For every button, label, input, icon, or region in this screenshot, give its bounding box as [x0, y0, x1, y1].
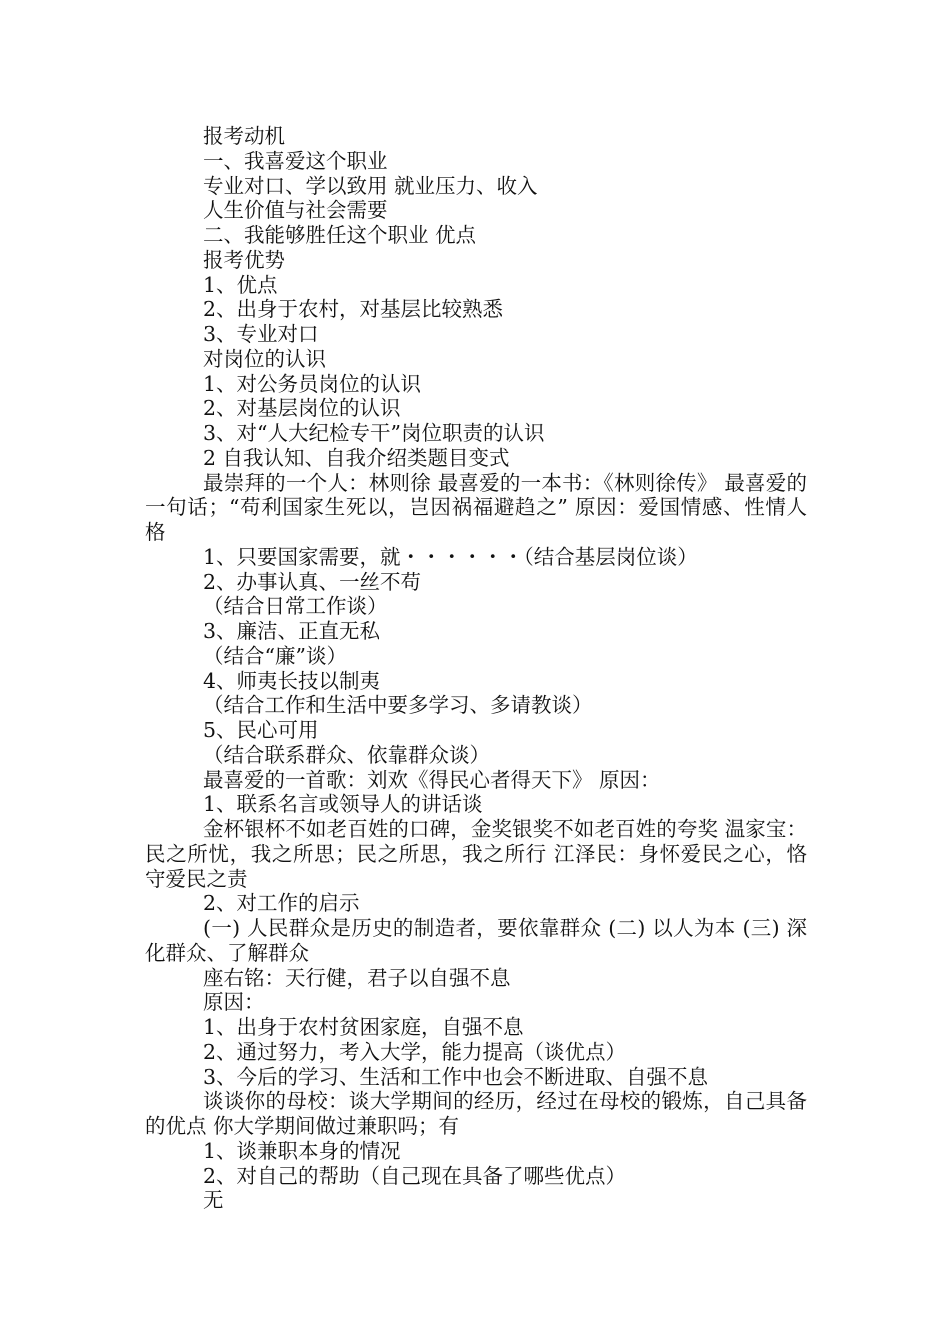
list-item: 2、出身于农村，对基层比较熟悉	[203, 297, 504, 322]
heading-position: 对岗位的认识	[203, 346, 326, 371]
paragraph: 无	[203, 1188, 224, 1213]
paragraph-favorite-song: 最喜爱的一首歌：刘欢《得民心者得天下》 原因：	[203, 767, 661, 792]
list-item: 1、联系名言或领导人的讲话谈	[203, 792, 483, 817]
list-note: （结合“廉”谈）	[203, 643, 347, 668]
list-note: （结合日常工作谈）	[203, 594, 388, 619]
list-item: 3、专业对口	[203, 322, 319, 346]
heading-self-cognition: 2 自我认知、自我介绍类题目变式	[203, 445, 510, 470]
list-item: 1、谈兼职本身的情况	[203, 1138, 401, 1163]
paragraph-alma-mater: 谈谈你的母校：谈大学期间的经历，经过在母校的锻炼，自己具备的优点 你大学期间做过兼职吗；有	[145, 1089, 807, 1138]
paragraph: 专业对口、学以致用 就业压力、收入	[203, 173, 538, 198]
list-item: 2、办事认真、一丝不苟	[203, 569, 422, 594]
list-item: 3、今后的学习、生活和工作中也会不断进取、自强不息	[203, 1064, 709, 1089]
section-love-job: 一、我喜爱这个职业	[203, 148, 388, 173]
list-item: 3、对“人大纪检专干”岗位职责的认识	[203, 421, 545, 445]
list-item: 3、廉洁、正直无私	[203, 619, 381, 643]
heading-advantages: 报考优势	[203, 247, 285, 272]
paragraph-quotes: 金杯银杯不如老百姓的口碑，金奖银奖不如老百姓的夸奖 温家宝：民之所忧，我之所思；民之所思，我之所行 江泽民：身怀爱民之心，恪守爱民之责	[145, 817, 807, 891]
list-item: 1、优点	[203, 272, 278, 297]
list-item: 1、出身于农村贫困家庭，自强不息	[203, 1015, 524, 1039]
list-item: 1、对公务员岗位的认识	[203, 371, 422, 396]
heading-motivation: 报考动机	[203, 124, 285, 148]
document-body	[145, 124, 807, 1213]
list-note: （结合工作和生活中要多学习、多请教谈）	[203, 693, 593, 718]
list-item: 2、通过努力，考入大学，能力提高（谈优点）	[203, 1039, 627, 1064]
list-item: 2、对工作的启示	[203, 891, 360, 916]
paragraph-admired-person: 最崇拜的一个人：林则徐 最喜爱的一本书：《林则徐传》 最喜爱的一句话；“苟利国家生死以，岂因祸福避趋之” 原因：爱国情感、性情人格	[145, 470, 807, 544]
paragraph-enlightenment: (一) 人民群众是历史的制造者，要依靠群众 (二) 以人为本 (三) 深化群众、了解群众	[145, 916, 807, 965]
paragraph: 原因：	[203, 990, 265, 1015]
list-item: 4、师夷长技以制夷	[203, 668, 381, 693]
list-item: 2、对自己的帮助（自己现在具备了哪些优点）	[203, 1163, 627, 1188]
paragraph: 人生价值与社会需要	[203, 198, 388, 223]
list-item: 1、只要国家需要，就・・・・・・（结合基层岗位谈）	[203, 544, 698, 569]
list-note: （结合联系群众、依靠群众谈）	[203, 742, 490, 767]
section-competent: 二、我能够胜任这个职业 优点	[203, 223, 477, 247]
list-item: 2、对基层岗位的认识	[203, 396, 401, 421]
paragraph-motto: 座右铭：天行健，君子以自强不息	[203, 965, 511, 990]
list-item: 5、民心可用	[203, 718, 319, 742]
